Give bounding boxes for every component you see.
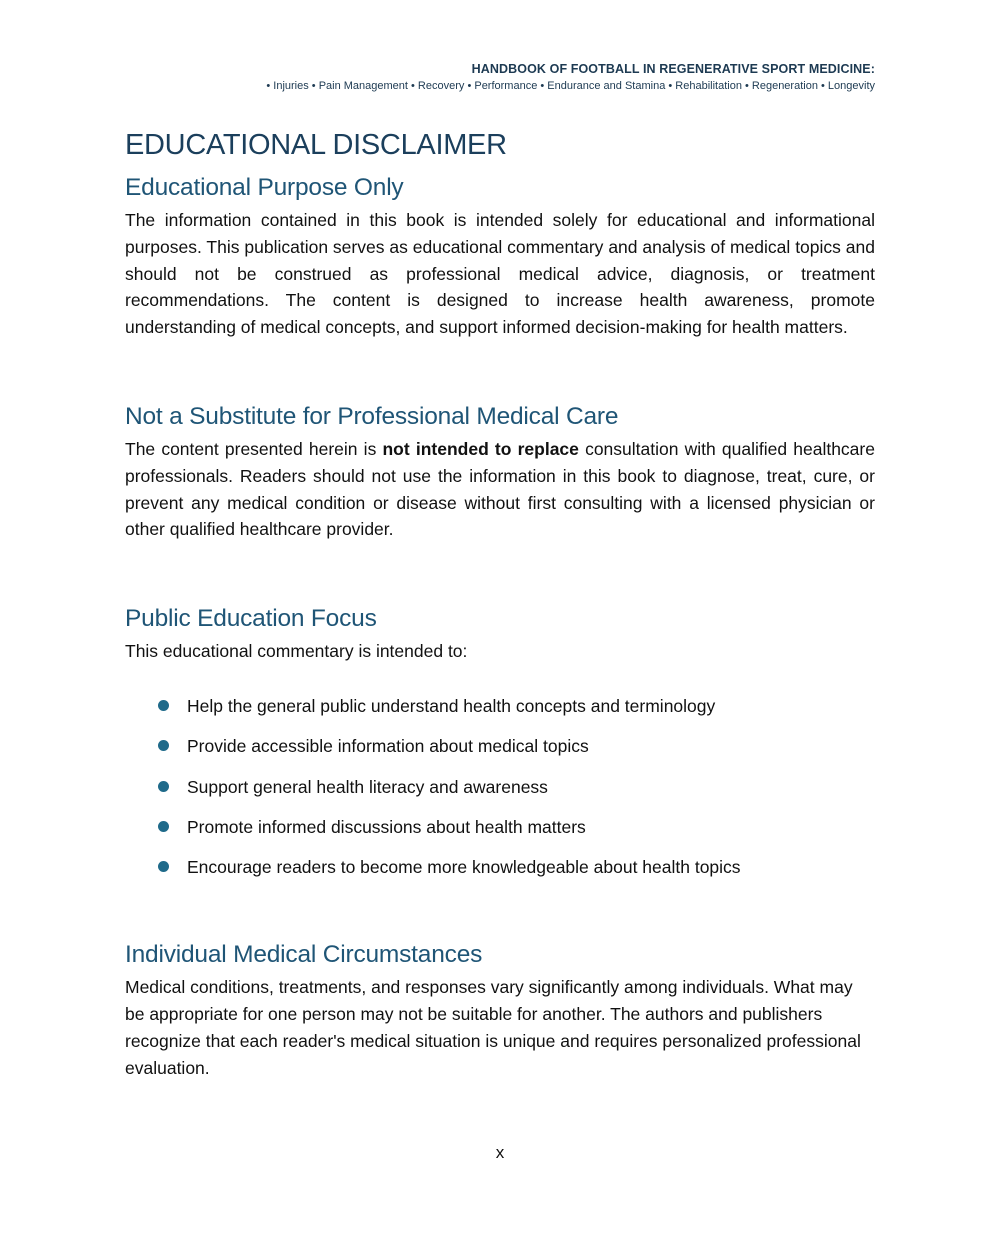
bullet-icon	[158, 700, 169, 711]
section-heading: Individual Medical Circumstances	[125, 941, 483, 969]
list-item-text: Promote informed discussions about health matters	[187, 816, 586, 837]
page-content	[125, 126, 875, 1081]
section-not-a-substitute	[125, 400, 875, 543]
list-item-text: Provide accessible information about medical topics	[187, 736, 589, 757]
running-header	[266, 62, 875, 92]
section-individual-circumstances	[125, 938, 875, 1081]
paragraph-text: The content presented herein is	[125, 438, 383, 459]
list-item	[125, 774, 875, 800]
bullet-icon	[158, 740, 169, 751]
bullet-list	[125, 693, 875, 880]
section-heading: Educational Purpose Only	[125, 174, 404, 201]
bullet-icon	[158, 821, 169, 832]
running-header-subtitle: • Injuries • Pain Management • Recovery • Performance • Endurance and Stamina • Rehabilitation • Regeneration • Longevity	[266, 80, 875, 92]
section-heading: Public Education Focus	[125, 605, 377, 633]
section-educational-purpose	[125, 171, 875, 341]
running-header-title: HANDBOOK OF FOOTBALL IN REGENERATIVE SPORT MEDICINE:	[471, 62, 875, 76]
list-item	[125, 693, 875, 719]
page-title: EDUCATIONAL DISCLAIMER	[125, 129, 507, 161]
section-paragraph: Medical conditions, treatments, and responses vary significantly among individuals. What may be appropriate for one person may not be suitable for another. The authors and publishers recognize that each reader's medical situation is unique and requires personalized professional evaluation.	[125, 977, 861, 1078]
list-item	[125, 733, 875, 759]
paragraph-text: consultation with qualified healthcare professionals. Readers should not use the information in this book to diagnose, treat, cure, or prevent any medical condition or disease without first consulting with a licensed physician or other qualified healthcare provider.	[125, 438, 875, 540]
list-item-text: Support general health literacy and awareness	[187, 776, 548, 797]
list-item	[125, 814, 875, 840]
section-public-education	[125, 602, 875, 880]
bullet-icon	[158, 861, 169, 872]
list-item-text: Encourage readers to become more knowledgeable about health topics	[187, 857, 741, 878]
emphasis-text: not intended to replace	[382, 438, 579, 459]
section-heading: Not a Substitute for Professional Medical Care	[125, 402, 619, 430]
list-item-text: Help the general public understand health concepts and terminology	[187, 695, 716, 716]
section-paragraph	[125, 436, 875, 543]
bullet-icon	[158, 781, 169, 792]
section-paragraph: The information contained in this book is intended solely for educational and informational purposes. This publication serves as educational commentary and analysis of medical topics and should not be construed as professional medical advice, diagnosis, or treatment recommendations. The content is designed to increase health awareness, promote understanding of medical concepts, and support informed decision-making for health matters.	[125, 210, 875, 338]
section-intro: This educational commentary is intended to:	[125, 641, 468, 662]
page-number: x	[495, 1143, 505, 1162]
list-item	[125, 854, 875, 880]
